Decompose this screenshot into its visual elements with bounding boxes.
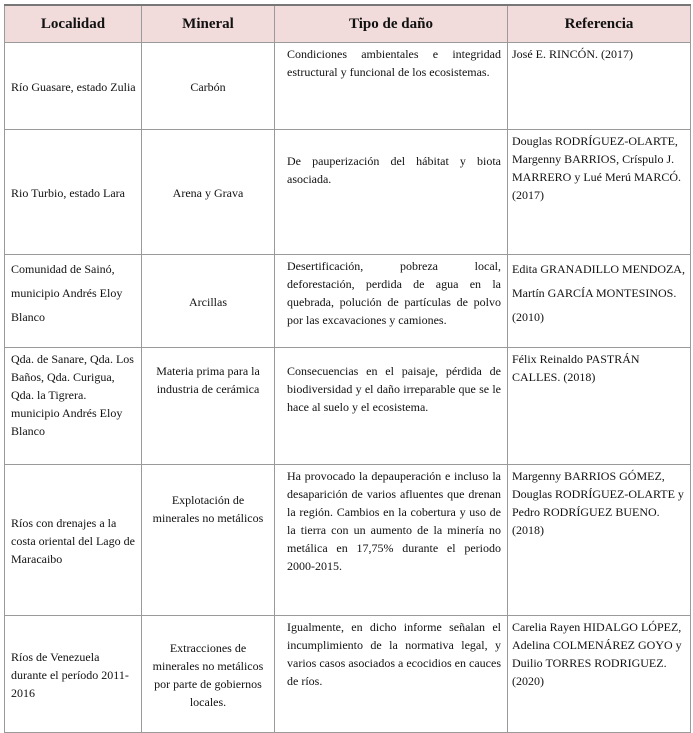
table-row <box>5 348 691 465</box>
cell-text: Extracciones de minerales no metálicos por parte de gobiernos locales. <box>152 641 264 709</box>
table-row <box>5 255 691 348</box>
cell-referencia: Margenny BARRIOS GÓMEZ, Douglas RODRÍGUEZ-OLARTE y Pedro RODRÍGUEZ BUENO. (2018) <box>508 465 691 616</box>
cell-referencia: Douglas RODRÍGUEZ-OLARTE, Margenny BARRIOS, Críspulo J. MARRERO y Lué Merú MARCÓ. (2017) <box>508 130 691 255</box>
cell-referencia: Edita GRANADILLO MENDOZA, Martín GARCÍA MONTESINOS. (2010) <box>508 255 691 348</box>
header-tipo-dano: Tipo de daño <box>275 5 508 43</box>
cell-mineral: Explotación de minerales no metálicos <box>142 465 275 616</box>
cell-localidad: Qda. de Sanare, Qda. Los Baños, Qda. Curigua, Qda. la Tigrera. municipio Andrés Eloy Blanco <box>5 348 142 465</box>
cell-tipo-dano: Desertificación, pobreza local, deforestación, perdida de agua en la quebrada, polución de partículas de polvo por las excavaciones y camiones. <box>275 255 508 348</box>
cell-localidad <box>5 43 142 130</box>
cell-tipo-dano: Consecuencias en el paisaje, pérdida de biodiversidad y el daño irreparable que se le hace al suelo y el ecosistema. <box>275 348 508 465</box>
cell-localidad <box>5 130 142 255</box>
cell-localidad: Comunidad de Sainó, municipio Andrés Eloy Blanco <box>5 255 142 348</box>
header-mineral: Mineral <box>142 5 275 43</box>
cell-text: Rio Turbio, estado Lara <box>11 186 125 200</box>
cell-tipo-dano: Igualmente, en dicho informe señalan el incumplimiento de la normativa legal, y varios casos asociados a ecocidios en cauces de ríos. <box>275 616 508 733</box>
cell-tipo-dano: Condiciones ambientales e integridad estructural y funcional de los ecosistemas. <box>275 43 508 130</box>
cell-text: Río Guasare, estado Zulia <box>11 80 136 94</box>
cell-text: Ríos con drenajes a la costa oriental del Lago de Maracaibo <box>11 516 135 566</box>
cell-localidad <box>5 616 142 733</box>
cell-mineral <box>142 616 275 733</box>
cell-tipo-dano: Ha provocado la depauperación e incluso la desaparición de varios afluentes que drenan la región. Cambios en la cobertura y uso de la tierra con un aumento de la minería no metálica en 17,75% durante el periodo 2000-2015. <box>275 465 508 616</box>
cell-text: Carbón <box>190 80 226 94</box>
table-row <box>5 43 691 130</box>
table-row <box>5 616 691 733</box>
cell-tipo-dano: De pauperización del hábitat y biota asociada. <box>275 130 508 255</box>
cell-mineral <box>142 130 275 255</box>
header-localidad: Localidad <box>5 5 142 43</box>
cell-referencia: José E. RINCÓN. (2017) <box>508 43 691 130</box>
cell-mineral <box>142 255 275 348</box>
cell-mineral <box>142 43 275 130</box>
cell-text: Arcillas <box>189 295 227 309</box>
header-referencia: Referencia <box>508 5 691 43</box>
cell-mineral: Materia prima para la industria de cerámica <box>142 348 275 465</box>
cell-text: Ríos de Venezuela durante el período 2011- 2016 <box>11 650 129 700</box>
table-header <box>5 5 691 43</box>
cell-referencia: Félix Reinaldo PASTRÁN CALLES. (2018) <box>508 348 691 465</box>
table-row <box>5 465 691 616</box>
cell-text: Arena y Grava <box>172 186 244 200</box>
cell-referencia: Carelia Rayen HIDALGO LÓPEZ, Adelina COLMENÁREZ GOYO y Duilio TORRES RODRIGUEZ. (2020) <box>508 616 691 733</box>
mining-damage-table <box>4 4 691 733</box>
table-row <box>5 130 691 255</box>
cell-localidad <box>5 465 142 616</box>
